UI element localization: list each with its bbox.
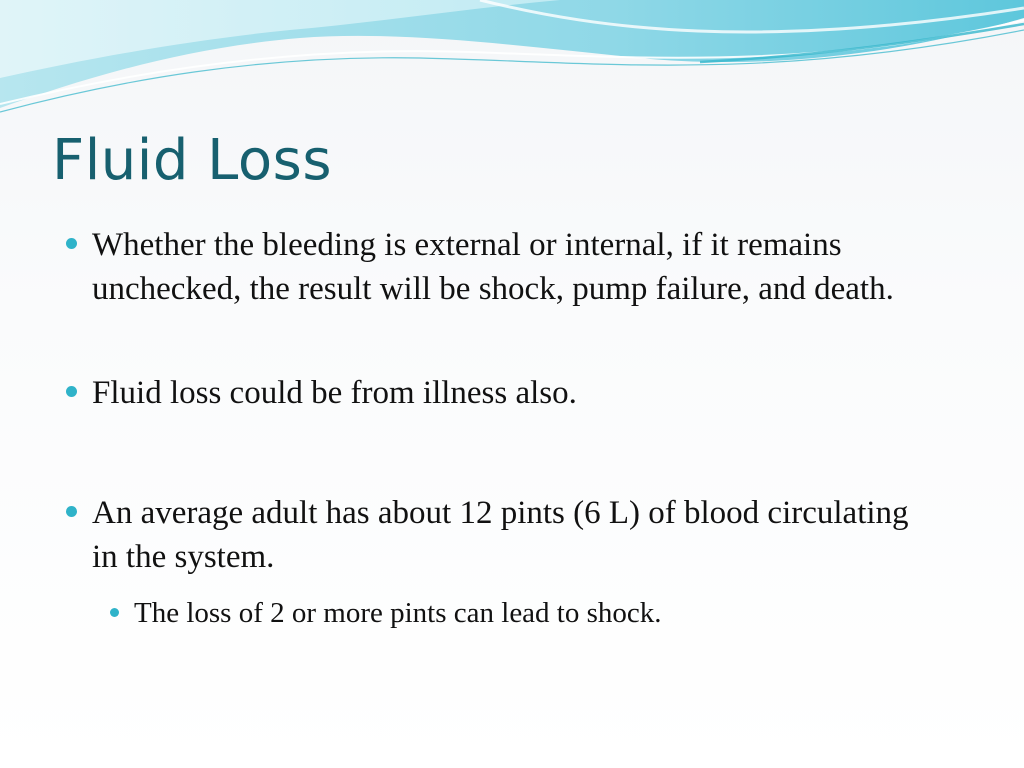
bullet-dot-icon [110, 608, 119, 617]
bullet-text: An average adult has about 12 pints (6 L) of blood circulating in the system. [92, 495, 909, 575]
bullet-dot-icon [66, 506, 77, 517]
sub-bullet-item [134, 593, 934, 633]
bullet-dot-icon [66, 386, 77, 397]
bullet-item [92, 223, 922, 311]
bullet-text: Fluid loss could be from illness also. [92, 375, 577, 411]
header-wave-decoration [0, 0, 1024, 130]
bullet-text: Whether the bleeding is external or internal, if it remains unchecked, the result will be shock, pump failure, and death. [92, 227, 894, 307]
bullet-item [92, 491, 922, 579]
sub-bullet-text: The loss of 2 or more pints can lead to shock. [134, 597, 662, 629]
slide-title: Fluid Loss [52, 128, 332, 193]
bullet-item [92, 371, 922, 415]
bullet-dot-icon [66, 238, 77, 249]
